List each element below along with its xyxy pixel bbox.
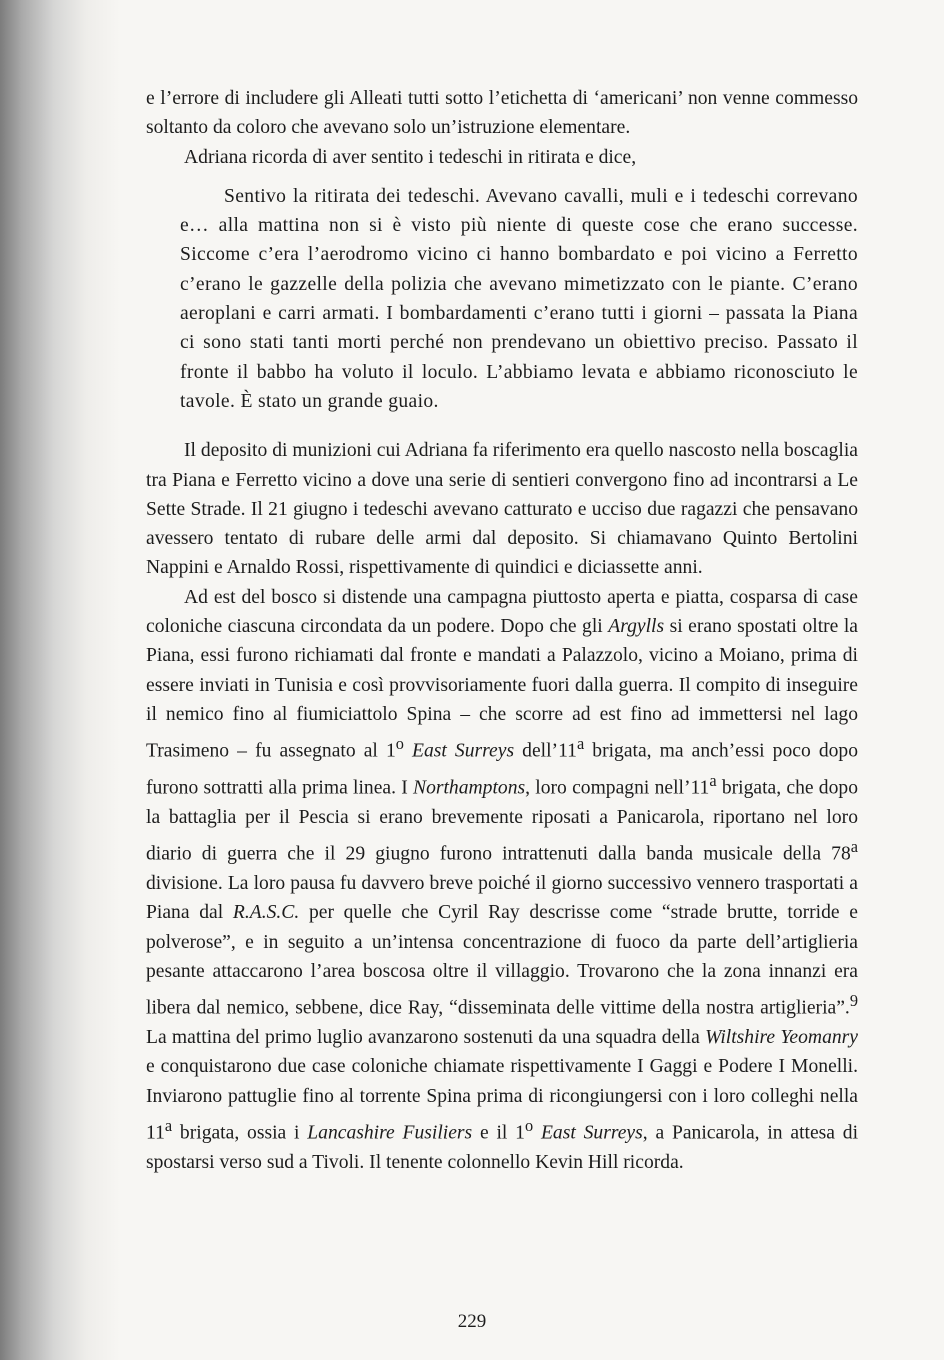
quote-text: Sentivo la ritirata dei tedeschi. Avevano cavalli, muli e i tedeschi correvano e… alla mattina non si è visto più niente di queste cose che erano successe. Siccome c’era l’aerodromo vicino ci hanno bombardato e poi vicino a Ferretto c’erano le gazzelle della polizia che avevano mimetizzato con le piante. C’erano aeroplani e carri armati. I bombardamenti c’erano tutti i giorni – passata la Piana ci sono stati tanti morti perché non prendevano un obiettivo preciso. Passato il fronte il babbo ha voluto il loculo. L’abbiamo levata e abbiamo riconosciuto le tavole. È stato un grande guaio. [180,185,858,412]
footnote-marker: 9 [849,991,858,1011]
paragraph-deposito: Il deposito di munizioni cui Adriana fa riferimento era quello nascosto nella boscaglia tra Piana e Ferretto vicino a dove una serie di sentieri convergono fino ad incontrarsi a Le Sette Strade. Il 21 giugno i tedeschi avevano catturato e ucciso due ragazzi che pensavano avessero tentato di rubare delle armi dal deposito. Si chiamavano Quinto Bertolini Nappini e Arnaldo Rossi, rispettivamente di quindici e diciassette anni. [146,440,858,579]
unit-name-wiltshire-yeomanry: Wiltshire Yeomanry [705,1027,858,1049]
ordinal-suffix: o [524,1115,534,1135]
page-number: 229 [457,1311,487,1332]
unit-name-argylls: Argylls [608,616,665,638]
ordinal-suffix: o [395,734,404,754]
paragraph-adriana-intro: Adriana ricorda di aver sentito i tedeschi in ritirata e dice, [184,146,637,168]
block-quote [180,182,858,416]
ordinal-suffix: a [576,734,585,754]
book-page [146,84,858,1177]
unit-name-east-surreys: East Surreys [540,1122,643,1144]
unit-name-lancashire-fusiliers: Lancashire Fusiliers [307,1122,473,1144]
ordinal-suffix: a [850,837,858,857]
ordinal-suffix: a [164,1115,173,1135]
unit-name-northamptons: Northamptons [413,777,526,799]
ordinal-suffix: a [709,771,717,791]
paragraph-opening: e l’errore di includere gli Alleati tutti sotto l’etichetta di ‘americani’ non venne commesso soltanto da coloro che avevano solo un’istruzione elementare. [146,88,858,139]
binding-shadow [0,0,120,1360]
unit-name-rasc: R.A.S.C. [232,902,300,924]
unit-name-east-surreys: East Surreys [412,740,515,762]
paragraph-campagna: Ad est del bosco si distende una campagna piuttosto aperta e piatta, cosparsa di case coloniche ciascuna circondata da un podere. Dopo che gli Argylls si erano spostati oltre la Piana, essi furono richiamati dal fronte e mandati a Palazzolo, vicino a Moiano, prima di essere inviati in Tunisia e così provvisoriamente fuori dalla guerra. Il compito di inseguire il nemico fino al fiumiciattolo Spina – che scorre ad est fino ad immettersi nel lago Trasimeno – fu assegnato al 1$^o$ East Surreys dell’11$^a$ brigata, ma anch’essi poco dopo furono sottratti alla prima linea. I Northamptons, loro compagni nell’11$^a$ brigata, che dopo la battaglia per il Pescia si erano brevemente riposati a Panicarola, riportano nel loro diario di guerra che il 29 giugno furono intrattenuti dalla banda musicale della 78$^a$ divisione. La loro pausa fu davvero breve poiché il giorno successivo vennero trasportati a Piana dal R.A.S.C. per quelle che Cyril Ray descrisse come “strade brutte, torride e polverose”, e in seguito a un’intensa concentrazione di fuoco da parte dell’artiglieria pesante attaccarono l’area boscosa oltre il villaggio. Trovarono che la zona innanzi era libera dal nemico, sebbene, dice Ray, “disseminata delle vittime della nostra artiglieria”.$^9$ La mattina del primo luglio avanzarono sostenuti da una squadra della Wiltshire Yeomanry e conquistarono due case coloniche chiamate rispettivamente I Gaggi e Podere I Monelli. Inviarono pattuglie fino al torrente Spina prima di ricongiungersi con i loro colleghi nella 11$^a$ brigata, ossia i Lancashire Fusiliers e il 1$^o$ East Surreys, a Panicarola, in attesa di spostarsi verso sud a Tivoli. Il tenente colonnello Kevin Hill ricorda. [146,586,859,1173]
